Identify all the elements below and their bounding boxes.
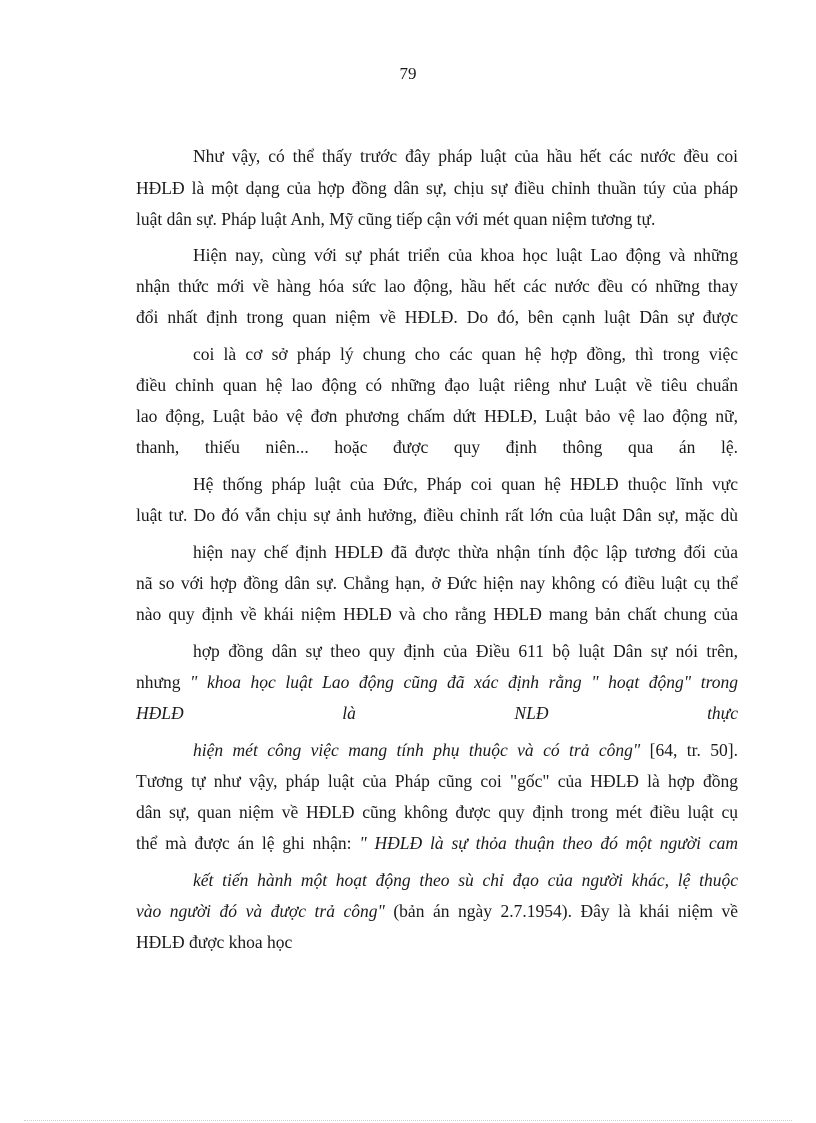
text-line: nhận thức mới về hàng hóa sức lao động, hầu hết các nước đều có những thay	[136, 276, 738, 296]
text-line: nào quy định về khái niệm HĐLĐ và cho rằng HĐLĐ mang bản chất chung của	[136, 604, 738, 624]
text-line: kết tiến hành một hoạt động theo sù chỉ đạo của người khác, lệ thuộc	[193, 870, 738, 890]
text-line	[193, 739, 738, 761]
text-run: (bản án ngày 2.7.1954). Đây là khái niệm về	[384, 901, 738, 921]
quoted-text: " khoa học luật Lao động cũng đã xác định rằng " hoạt động" trong	[190, 672, 738, 692]
text-line: Tương tự như vậy, pháp luật của Pháp cũng coi "gốc" của HĐLĐ là hợp đồng	[136, 771, 738, 791]
text-line: HĐLĐ được khoa học	[136, 932, 293, 952]
text-line: Như vậy, có thể thấy trước đây pháp luật của hầu hết các nước đều coi	[193, 146, 738, 166]
text-line: thanh, thiếu niên... hoặc được quy định thông qua án lệ.	[136, 437, 738, 457]
footer-divider	[24, 1120, 792, 1121]
text-line: HĐLĐ là một dạng của hợp đồng dân sự, chịu sự điều chỉnh thuần túy của pháp	[136, 178, 738, 198]
text-run: thể mà được án lệ ghi nhận:	[136, 833, 360, 853]
text-line: hiện nay chế định HĐLĐ đã được thừa nhận tính độc lập tương đối của	[193, 542, 738, 562]
text-line: nã so với hợp đồng dân sự. Chẳng hạn, ở Đức hiện nay không có điều luật cụ thể	[136, 573, 738, 593]
text-line: Hệ thống pháp luật của Đức, Pháp coi quan hệ HĐLĐ thuộc lĩnh vực	[193, 474, 738, 494]
text-line: luật dân sự. Pháp luật Anh, Mỹ cũng tiếp cận với mét quan niệm tương tự.	[136, 209, 656, 229]
text-line: điều chỉnh quan hệ lao động có những đạo luật riêng như Luật về tiêu chuẩn	[136, 375, 738, 395]
text-line: Hiện nay, cùng với sự phát triển của khoa học luật Lao động và những	[193, 245, 738, 265]
text-line	[136, 900, 738, 922]
text-line: hợp đồng dân sự theo quy định của Điều 611 bộ luật Dân sự nói trên,	[193, 641, 738, 661]
text-line: lao động, Luật bảo vệ đơn phương chấm dứt HĐLĐ, Luật bảo vệ lao động nữ,	[136, 406, 738, 426]
quoted-text: " HĐLĐ là sự thỏa thuận theo đó một người cam	[359, 833, 739, 853]
page-number: 79	[399, 64, 417, 83]
citation: [64, tr. 50].	[640, 740, 738, 760]
text-line: coi là cơ sở pháp lý chung cho các quan hệ hợp đồng, thì trong việc	[193, 344, 738, 364]
text-line: luật tư. Do đó vẫn chịu sự ảnh hưởng, điều chỉnh rất lớn của luật Dân sự, mặc dù	[136, 505, 738, 525]
text-run: nhưng	[136, 672, 191, 692]
text-line: HĐLĐ là NLĐ thực	[136, 703, 738, 723]
text-line	[136, 832, 738, 854]
quoted-text: hiện mét công việc mang tính phụ thuộc và có trả công"	[193, 740, 641, 760]
text-line: dân sự, quan niệm về HĐLĐ cũng không được quy định trong mét điều luật cụ	[136, 802, 738, 822]
quoted-text: vào người đó và được trả công"	[136, 901, 385, 921]
text-line	[136, 671, 738, 693]
text-line: đổi nhất định trong quan niệm về HĐLĐ. Do đó, bên cạnh luật Dân sự được	[136, 307, 738, 327]
